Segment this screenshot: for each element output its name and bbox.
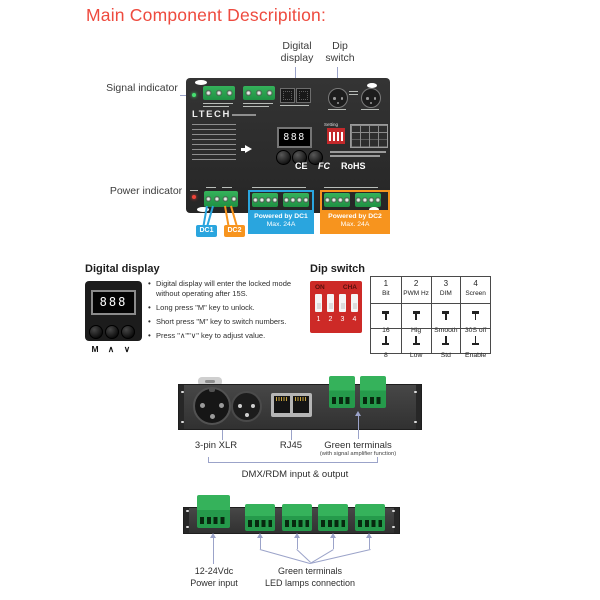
screw xyxy=(414,421,417,423)
switch-down-icon xyxy=(412,336,421,345)
screw xyxy=(392,510,395,512)
fine-print xyxy=(232,114,256,116)
powered-by-dc1-label: Powered by DC1 xyxy=(254,213,308,220)
digital-display-heading: Digital display xyxy=(85,263,160,275)
rohs-mark: RoHS xyxy=(341,161,366,171)
dip-number: 4 xyxy=(352,316,357,323)
screw xyxy=(181,421,184,423)
led-output-terminal xyxy=(355,504,385,531)
fine-print xyxy=(252,187,306,188)
led-terminals-label-2: LED lamps connection xyxy=(264,578,356,588)
dip-slider-2 xyxy=(327,294,334,312)
setting-label: Setting xyxy=(324,121,339,127)
switch-up-icon xyxy=(471,311,480,320)
fine-print xyxy=(203,103,233,104)
table-header-cell: 4 Screen xyxy=(460,277,490,303)
xlr-female-connector xyxy=(193,387,231,425)
m-button xyxy=(89,325,103,339)
table-down-cell: 8 xyxy=(371,328,401,353)
page-title: Main Component Descripition: xyxy=(86,5,327,25)
callout-signal-indicator: Signal indicator xyxy=(106,82,178,94)
instruction-item: • Long press "M" key to unlock. xyxy=(148,303,312,313)
screw xyxy=(186,510,189,512)
table-up-cell: 30S off xyxy=(460,303,490,328)
switch-up-icon xyxy=(412,311,421,320)
green-terminals-label: Green terminals xyxy=(324,440,392,451)
dc2-tag: DC2 xyxy=(224,225,245,237)
table-header-cell: 3 DIM xyxy=(431,277,461,303)
switch-down-icon xyxy=(471,336,480,345)
table-down-cell: Std xyxy=(431,328,461,353)
table-up-cell: Hig xyxy=(401,303,431,328)
ce-mark: CE xyxy=(295,161,308,171)
table-down-cell: Low xyxy=(401,328,431,353)
green-terminal xyxy=(329,376,355,408)
dip-slider-4 xyxy=(351,294,358,312)
leader-line xyxy=(260,537,261,549)
switch-up-icon xyxy=(381,311,390,320)
powered-by-dc2-max: Max. 24A xyxy=(340,221,370,228)
callout-power-indicator: Power indicator xyxy=(109,185,183,197)
fine-print xyxy=(243,106,269,107)
power-input-terminal xyxy=(197,495,230,528)
arrow-right-icon xyxy=(245,145,252,153)
leader-line xyxy=(222,430,223,440)
rj45-dual-jack xyxy=(271,393,312,417)
led-terminals-label-1: Green terminals xyxy=(277,566,343,576)
xlr-port-top xyxy=(328,88,348,108)
digital-display-widget xyxy=(85,281,142,341)
fine-print xyxy=(280,105,309,106)
screw xyxy=(181,391,184,393)
leader-line xyxy=(369,537,370,549)
fine-print xyxy=(330,151,386,153)
switch-up-icon xyxy=(441,311,450,320)
bracket-tick xyxy=(208,457,209,463)
instruction-item: • Press "∧""∨" key to adjust value. xyxy=(148,331,312,341)
table-header-cell: 2 PWM Hz xyxy=(401,277,431,303)
power-input-label-2: Power input xyxy=(190,578,238,588)
fine-print xyxy=(190,190,198,191)
m-key-label: M xyxy=(91,344,99,354)
signal-led xyxy=(192,93,196,97)
instruction-item: • Short press "M" key to switch numbers. xyxy=(148,317,312,327)
fcc-mark: FC xyxy=(318,161,330,171)
rj45-port-top xyxy=(280,88,295,103)
green-terminals-sublabel: (with signal amplifier function) xyxy=(319,451,397,457)
powered-by-dc1-box xyxy=(248,190,314,234)
dip-slider-1 xyxy=(315,294,322,312)
dip-slider-3 xyxy=(339,294,346,312)
device-dip-switch xyxy=(327,128,345,144)
terminal-block-dc-input xyxy=(204,191,238,207)
dip-switch-heading: Dip switch xyxy=(310,263,366,275)
legend-mini-table xyxy=(350,124,388,148)
display-value: 888 xyxy=(91,290,136,315)
connector-line xyxy=(260,549,310,564)
mounting-hole xyxy=(195,80,207,85)
bracket-tick xyxy=(377,457,378,463)
fine-print xyxy=(222,187,232,188)
leader-line xyxy=(358,415,359,439)
leader-line xyxy=(291,430,292,440)
dip-number: 3 xyxy=(340,316,345,323)
on-label: ON xyxy=(315,284,325,291)
fine-print xyxy=(324,187,378,188)
green-terminal xyxy=(360,376,386,408)
fine-print xyxy=(330,155,380,157)
dc1-tag: DC1 xyxy=(196,225,217,237)
leader-line xyxy=(333,537,334,549)
switch-down-icon xyxy=(441,336,450,345)
rj45-port-top xyxy=(296,88,311,103)
led-output-terminal xyxy=(245,504,275,531)
fine-print xyxy=(349,94,358,95)
cha-label: CHA xyxy=(342,284,357,291)
bracket xyxy=(208,462,378,463)
dip-switch-table xyxy=(370,276,491,359)
up-button xyxy=(105,325,119,339)
xlr-label: 3-pin XLR xyxy=(194,440,238,451)
power-led xyxy=(192,195,196,199)
down-key-label: ∨ xyxy=(123,344,131,354)
table-up-cell: 16 xyxy=(371,303,401,328)
spec-fine-print xyxy=(192,124,236,161)
leader-line xyxy=(297,537,298,549)
powered-by-dc2-box xyxy=(320,190,390,234)
powered-by-dc1-max: Max. 24A xyxy=(266,221,296,228)
table-up-cell: Smooth xyxy=(431,303,461,328)
terminal-block-3pin xyxy=(203,86,235,100)
screw xyxy=(392,526,395,528)
table-down-cell: Enable xyxy=(460,328,490,353)
dip-number: 2 xyxy=(328,316,333,323)
power-input-label-1: 12-24Vdc xyxy=(194,566,234,576)
powered-by-dc2-label: Powered by DC2 xyxy=(328,213,382,220)
callout-digital-display: Digital display xyxy=(280,40,314,64)
device-digital-display: 888 xyxy=(277,127,312,148)
dip-number: 1 xyxy=(316,316,321,323)
xlr-port-top xyxy=(361,88,381,108)
up-key-label: ∧ xyxy=(107,344,115,354)
instruction-item: • Digital display will enter the locked mode without operating after 15S. xyxy=(148,279,312,298)
fine-print xyxy=(349,91,358,92)
rj45-label: RJ45 xyxy=(279,440,303,451)
terminal-block-3pin xyxy=(243,86,275,100)
down-button xyxy=(121,325,135,339)
led-output-terminal xyxy=(282,504,312,531)
fine-print xyxy=(206,187,216,188)
display-instructions xyxy=(148,279,312,345)
fine-print xyxy=(203,106,229,107)
switch-down-icon xyxy=(381,336,390,345)
screw xyxy=(414,391,417,393)
table-header-cell: 1 Bit xyxy=(382,279,390,297)
screw xyxy=(186,526,189,528)
xlr-male-connector xyxy=(231,391,262,422)
callout-dip-switch: Dip switch xyxy=(325,40,355,64)
dip-switch-widget xyxy=(310,281,362,333)
brand-logo: LTECH xyxy=(192,109,231,120)
led-output-terminal xyxy=(318,504,348,531)
fine-print xyxy=(361,109,379,110)
fine-print xyxy=(243,103,273,104)
dmx-caption: DMX/RDM input & output xyxy=(241,469,349,480)
leader-line xyxy=(213,537,214,564)
device-button xyxy=(276,150,291,165)
fine-print xyxy=(328,109,346,110)
